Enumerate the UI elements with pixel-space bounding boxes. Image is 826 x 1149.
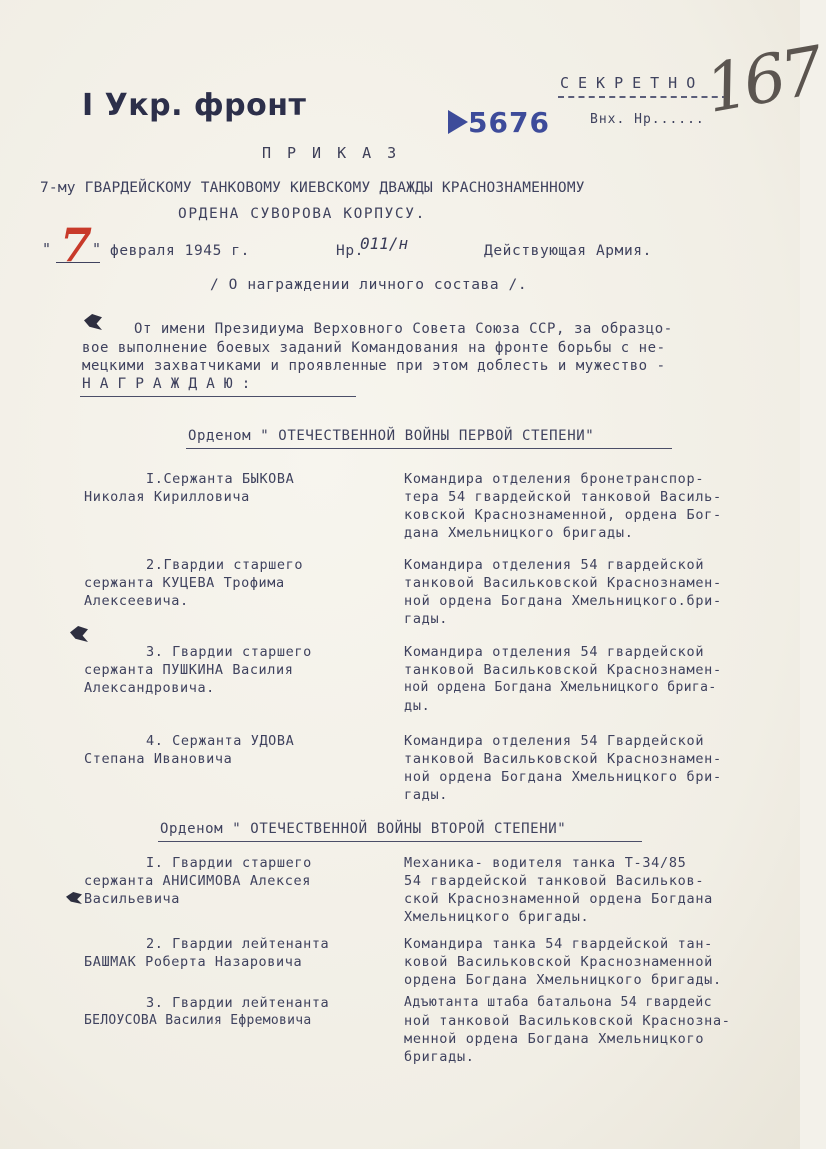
order-subject: / О награждении личного состава /. xyxy=(210,277,528,293)
award-entry-name: I. Гвардии старшего xyxy=(146,855,312,871)
award-entry-desc: ковской Краснознаменной, ордена Бог- xyxy=(404,507,722,523)
order-number: 011/н xyxy=(360,234,409,253)
award-entry-name: 3. Гвардии старшего xyxy=(146,644,312,660)
addressee-line-1: 7-му ГВАРДЕЙСКОМУ ТАНКОВОМУ КИЕВСКОМУ ДВАЖДЫ КРАСНОЗНАМЕННОМУ xyxy=(40,180,585,196)
awarded-underline xyxy=(80,396,356,397)
stamp-arrow-icon xyxy=(448,110,468,134)
date-day-underline xyxy=(56,262,100,263)
stamp-number: 5676 xyxy=(468,106,550,139)
award-entry-desc: ной ордена Богдана Хмельницкого брига- xyxy=(404,680,717,695)
award-entry-name: I.Сержанта БЫКОВА xyxy=(146,471,295,487)
award-entry-desc: ной ордена Богдана Хмельницкого.бри- xyxy=(404,593,722,609)
award-entry-desc: Механика- водителя танка Т-34/85 xyxy=(404,855,687,871)
award-entry-desc: Адъютанта штаба батальона 54 гвардейс xyxy=(404,995,713,1010)
award-entry-desc: танковой Васильковской Краснознамен- xyxy=(404,751,722,767)
award-entry-desc: ковой Васильковской Краснознаменной xyxy=(404,954,713,970)
addressee-line-2: ОРДЕНА СУВОРОВА КОРПУСУ. xyxy=(178,206,426,222)
award-entry-name: 4. Сержанта УДОВА xyxy=(146,733,295,749)
margin-mark xyxy=(84,314,102,330)
section-heading-1-underline xyxy=(186,448,672,449)
award-entry-name: Николая Кирилловича xyxy=(84,489,250,505)
award-entry-desc: ской Краснознаменной ордена Богдана xyxy=(404,891,713,907)
award-entry-desc: менной ордена Богдана Хмельницкого xyxy=(404,1031,705,1047)
award-entry-desc: Хмельницкого бригады. xyxy=(404,909,590,925)
award-entry-name: БАШМАК Роберта Назаровича xyxy=(84,954,303,970)
award-entry-name: БЕЛОУСОВА Василия Ефремовича xyxy=(84,1013,312,1028)
award-entry-desc: тера 54 гвардейской танковой Василь- xyxy=(404,489,722,505)
date-open-quote: " xyxy=(42,240,52,258)
section-heading-2: Орденом " ОТЕЧЕСТВЕННОЙ ВОЙНЫ ВТОРОЙ СТЕПЕНИ" xyxy=(160,821,567,837)
award-entry-desc: Командира отделения 54 гвардейской xyxy=(404,644,705,660)
award-entry-desc: гады. xyxy=(404,611,449,627)
award-entry-desc: Командира отделения 54 Гвардейской xyxy=(404,733,705,749)
margin-mark xyxy=(70,626,88,642)
award-entry-name: сержанта КУЦЕВА Трофима xyxy=(84,575,285,591)
award-entry-desc: Командира отделения бронетранспор- xyxy=(404,471,705,487)
award-entry-desc: танковой Васильковской Краснознамен- xyxy=(404,662,722,678)
award-entry-desc: 54 гвардейской танковой Васильков- xyxy=(404,873,705,889)
section-heading-2-underline xyxy=(158,841,642,842)
section-heading-1: Орденом " ОТЕЧЕСТВЕННОЙ ВОЙНЫ ПЕРВОЙ СТЕПЕНИ" xyxy=(188,428,595,444)
award-entry-name: Алексеевича. xyxy=(84,593,189,609)
margin-mark xyxy=(66,892,82,904)
date-day: 7 xyxy=(60,218,93,272)
front-name: I Укр. фронт xyxy=(82,88,307,123)
award-entry-desc: ды. xyxy=(404,698,431,714)
incoming-number: Внх. Нр...... xyxy=(590,112,705,127)
award-entry-desc: бригады. xyxy=(404,1049,475,1065)
order-label: Нр. xyxy=(336,243,364,259)
award-entry-name: сержанта ПУШКИНА Василия xyxy=(84,662,294,678)
preamble-line-3: мецкими захватчиками и проявленные при этом доблесть и мужество - xyxy=(82,358,666,374)
document-title: ПРИКАЗ xyxy=(262,144,413,162)
award-entry-desc: дана Хмельницкого бригады. xyxy=(404,525,634,541)
secret-underline xyxy=(558,96,728,98)
award-entry-desc: ной ордена Богдана Хмельницкого бри- xyxy=(404,769,722,785)
award-entry-desc: гады. xyxy=(404,787,449,803)
date-text: февраля 1945 г. xyxy=(110,243,250,259)
award-entry-desc: танковой Васильковской Краснознамен- xyxy=(404,575,722,591)
award-entry-desc: Командира танка 54 гвардейской тан- xyxy=(404,936,713,952)
award-entry-name: Александровича. xyxy=(84,680,215,696)
awarded-word: НАГРАЖДАЮ: xyxy=(82,376,260,392)
place-text: Действующая Армия. xyxy=(484,243,652,259)
award-entry-desc: ордена Богдана Хмельницкого бригады. xyxy=(404,972,722,988)
award-entry-name: 3. Гвардии лейтенанта xyxy=(146,995,330,1011)
secret-label: СЕКРЕТНО xyxy=(560,74,705,92)
award-entry-name: Васильевича xyxy=(84,891,181,907)
preamble-line-1: От имени Президиума Верховного Совета Союза ССР, за образцо- xyxy=(134,321,673,337)
award-entry-name: сержанта АНИСИМОВА Алексея xyxy=(84,873,311,889)
date-close-quote: " xyxy=(92,240,102,258)
award-entry-name: 2. Гвардии лейтенанта xyxy=(146,936,330,952)
preamble-line-2: вое выполнение боевых заданий Командования на фронте борьбы с не- xyxy=(82,340,666,356)
award-entry-desc: ной танковой Васильковской Краснозна- xyxy=(404,1013,731,1029)
award-entry-name: 2.Гвардии старшего xyxy=(146,557,304,573)
award-entry-desc: Командира отделения 54 гвардейской xyxy=(404,557,705,573)
award-entry-name: Степана Ивановича xyxy=(84,751,233,767)
handwritten-number: 167 xyxy=(700,32,826,128)
